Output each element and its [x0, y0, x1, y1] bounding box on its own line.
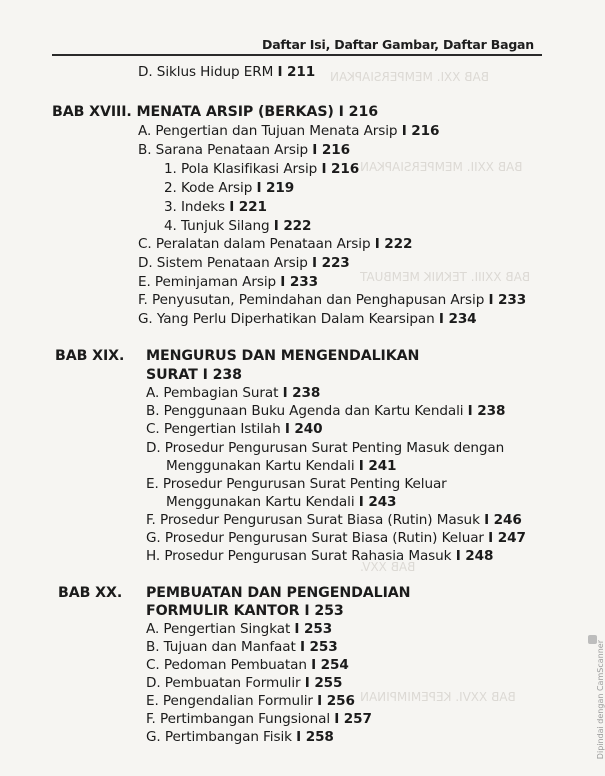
running-header: Daftar Isi, Daftar Gambar, Daftar Bagan	[262, 37, 534, 52]
bleed-through-text: BAB XXII. MEMPERSIAPKAN	[360, 160, 523, 174]
toc-entry: D. Pembuatan Formulir I 255	[146, 675, 343, 691]
bleed-through-text: BAB XXIII. TEKNIK MEMBUAT	[360, 270, 531, 284]
toc-entry: B. Tujuan dan Manfaat I 253	[146, 639, 338, 655]
toc-subentry: 2. Kode Arsip I 219	[164, 180, 295, 196]
toc-entry: E. Prosedur Pengurusan Surat Penting Keluar	[146, 476, 447, 492]
toc-subentry: 4. Tunjuk Silang I 222	[164, 218, 312, 234]
bleed-through-text: BAB XXV.	[360, 560, 416, 574]
toc-entry: G. Pertimbangan Fisik I 258	[146, 729, 334, 745]
toc-entry: G. Yang Perlu Diperhatikan Dalam Kearsipan I 234	[138, 311, 477, 327]
toc-entry: C. Peralatan dalam Penataan Arsip I 222	[138, 236, 413, 252]
toc-entry: F. Penyusutan, Pemindahan dan Penghapusan Arsip I 233	[138, 292, 527, 308]
scanner-watermark: Dipindai dengan CamScanner	[596, 640, 605, 760]
bleed-through-text: BAB XXVI. KEPEMIMPINAN	[360, 690, 516, 704]
bleed-through-text: BAB XXI. MEMPERSIAPKAN	[330, 70, 489, 84]
toc-entry-continuation: Menggunakan Kartu Kendali I 243	[166, 494, 397, 510]
toc-chapter-label: BAB XX.	[58, 585, 123, 601]
toc-entry: A. Pembagian Surat I 238	[146, 385, 321, 401]
header-rule	[52, 54, 542, 56]
toc-chapter-title: SURAT I 238	[146, 367, 242, 383]
toc-entry: D. Sistem Penataan Arsip I 223	[138, 255, 350, 271]
toc-entry: B. Sarana Penataan Arsip I 216	[138, 142, 350, 158]
toc-chapter-label: BAB XIX.	[55, 348, 125, 364]
toc-subentry: 3. Indeks I 221	[164, 199, 267, 215]
toc-entry: E. Pengendalian Formulir I 256	[146, 693, 355, 709]
toc-entry: E. Peminjaman Arsip I 233	[138, 274, 318, 290]
toc-entry: A. Pengertian dan Tujuan Menata Arsip I 216	[138, 123, 440, 139]
toc-chapter-heading: BAB XVIII. MENATA ARSIP (BERKAS) I 216	[52, 104, 378, 120]
toc-entry: F. Pertimbangan Fungsional I 257	[146, 711, 372, 727]
toc-entry: D. Siklus Hidup ERM I 211	[138, 64, 316, 80]
toc-chapter-title: MENGURUS DAN MENGENDALIKAN	[146, 348, 420, 364]
toc-entry-continuation: Menggunakan Kartu Kendali I 241	[166, 458, 397, 474]
toc-chapter-title: FORMULIR KANTOR I 253	[146, 603, 344, 619]
toc-entry: B. Penggunaan Buku Agenda dan Kartu Kendali I 238	[146, 403, 506, 419]
toc-entry: G. Prosedur Pengurusan Surat Biasa (Rutin) Keluar I 247	[146, 530, 526, 546]
toc-entry: F. Prosedur Pengurusan Surat Biasa (Rutin) Masuk I 246	[146, 512, 522, 528]
toc-entry: A. Pengertian Singkat I 253	[146, 621, 333, 637]
toc-entry: C. Pedoman Pembuatan I 254	[146, 657, 349, 673]
toc-subentry: 1. Pola Klasifikasi Arsip I 216	[164, 161, 360, 177]
toc-entry: D. Prosedur Pengurusan Surat Penting Masuk dengan	[146, 440, 505, 456]
toc-entry: H. Prosedur Pengurusan Surat Rahasia Masuk I 248	[146, 548, 494, 564]
toc-entry: C. Pengertian Istilah I 240	[146, 421, 323, 437]
toc-chapter-title: PEMBUATAN DAN PENGENDALIAN	[146, 585, 411, 601]
